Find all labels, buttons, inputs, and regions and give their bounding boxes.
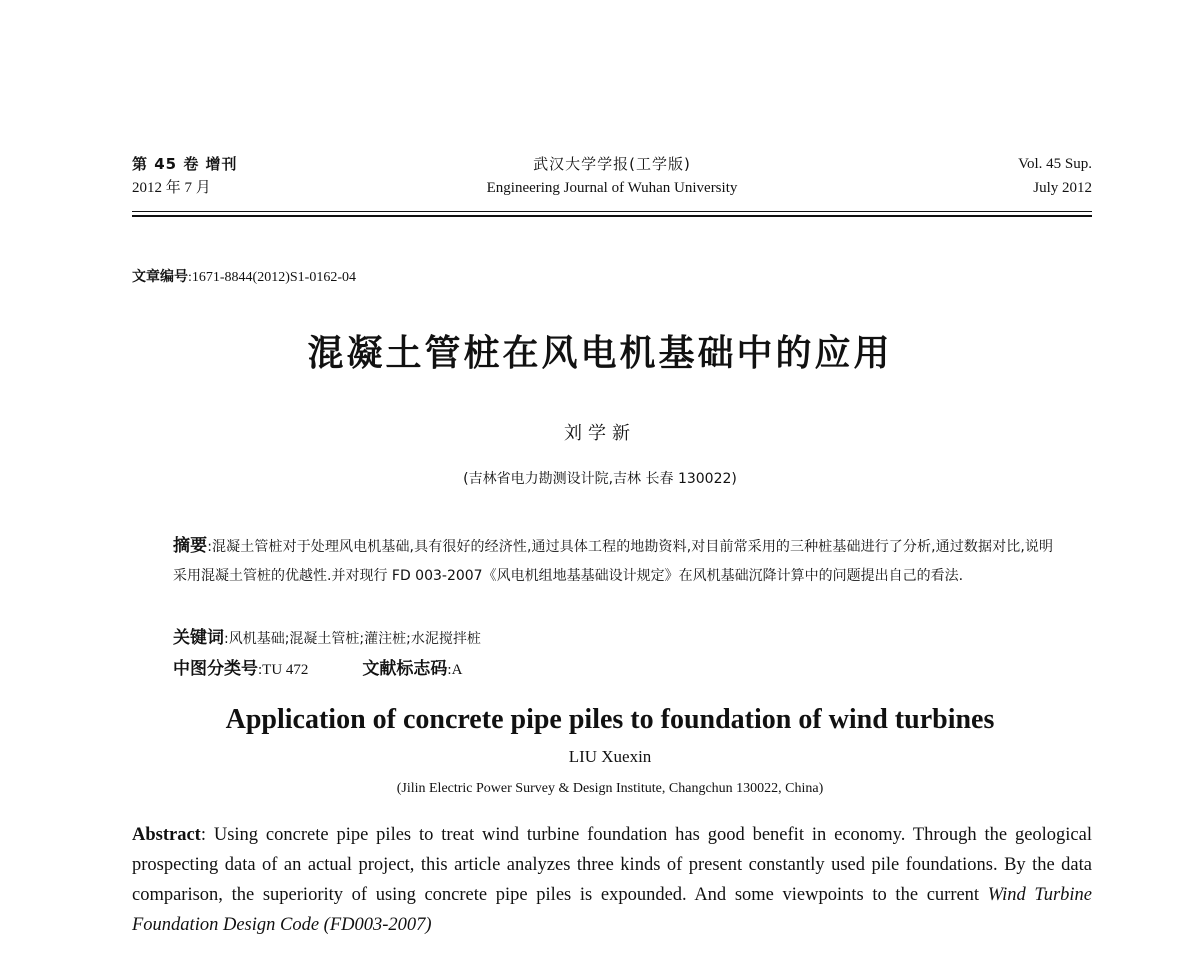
journal-name-en: Engineering Journal of Wuhan University	[486, 180, 738, 196]
volume-en: Vol. 45 Sup.	[1018, 156, 1092, 172]
paper-title-zh: 混凝土管桩在风电机基础中的应用	[307, 333, 893, 374]
running-header	[132, 152, 1092, 202]
article-number-value: :1671-8844(2012)S1-0162-04	[188, 270, 356, 285]
affiliation-en: (Jilin Electric Power Survey & Design Institute, Changchun 130022, China)	[396, 781, 824, 796]
date-en: July 2012	[1033, 180, 1092, 196]
clc-label: 中图分类号	[173, 659, 258, 679]
abstract-en-code-title: Wind Turbine Foundation Design Code (FD003-2007)	[132, 885, 1092, 935]
abstract-en	[132, 820, 1092, 940]
journal-name	[132, 152, 1092, 200]
journal-name-zh: 武汉大学学报(工学版)	[533, 155, 691, 173]
keywords-zh-text: :风机基础;混凝土管桩;灌注桩;水泥搅拌桩	[224, 631, 481, 647]
classification-line	[173, 657, 462, 682]
author-en: LIU Xuexin	[568, 747, 652, 766]
abstract-zh-label: 摘要	[173, 536, 208, 556]
header-rule-thick	[132, 215, 1092, 217]
doc-code-label: 文献标志码	[362, 659, 448, 679]
journal-volume-info-en	[1018, 152, 1092, 200]
clc-value: :TU 472	[258, 662, 309, 678]
author-zh: 刘学新	[564, 423, 636, 444]
doc-code-value: :A	[447, 662, 463, 678]
header-rule-thin	[132, 211, 1092, 212]
volume-zh: 第 45 卷 增刊	[132, 155, 238, 173]
keywords-zh	[173, 626, 481, 651]
keywords-zh-label: 关键词	[173, 628, 224, 648]
affiliation-zh: (吉林省电力勘测设计院,吉林 长春 130022)	[463, 471, 737, 487]
article-number-label: 文章编号	[132, 269, 188, 285]
abstract-en-label: Abstract	[132, 825, 201, 845]
abstract-zh	[173, 532, 1053, 591]
abstract-zh-text: :混凝土管桩对于处理风电机基础,具有很好的经济性,通过具体工程的地勘资料,对目前常采用的三种桩基础进行了分析,通过数据对比,说明采用混凝土管桩的优越性.并对现行 FD 003-2007《风电机组地基基础设计规定》在风机基础沉降计算中的问题提出自己的看法.	[173, 539, 1053, 584]
abstract-en-text: : Using concrete pipe piles to treat wind turbine foundation has good benefit in economy. Through the geological prospecting data of an actual project, this article analyzes three kinds of present constantly used pile foundations. By the data comparison, the superiority of using concrete pipe piles is expounded. And some viewpoints to the current	[132, 825, 1092, 905]
paper-title-en: Application of concrete pipe piles to foundation of wind turbines	[225, 704, 995, 735]
date-zh: 2012 年 7 月	[132, 180, 211, 196]
article-number	[132, 266, 356, 289]
